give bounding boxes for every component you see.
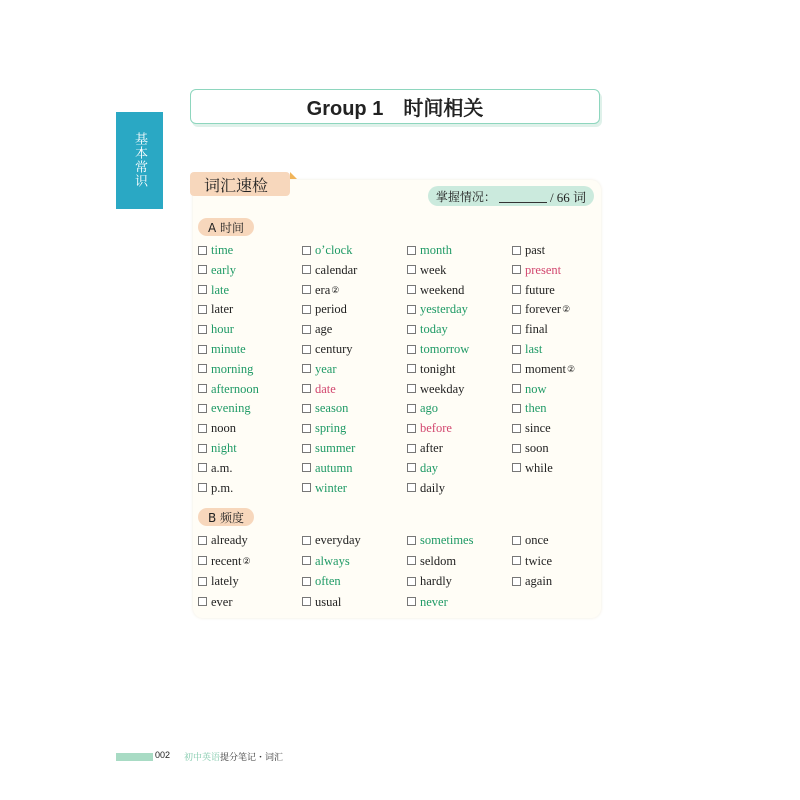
vocab-item xyxy=(407,441,443,455)
checkbox[interactable] xyxy=(302,556,311,565)
checkbox[interactable] xyxy=(407,384,416,393)
checkbox[interactable] xyxy=(302,345,311,354)
vocab-word: tonight xyxy=(420,361,456,376)
vocab-word: after xyxy=(420,441,443,455)
checkbox[interactable] xyxy=(512,364,521,373)
checkbox[interactable] xyxy=(407,325,416,334)
vocab-item xyxy=(302,461,353,475)
vocab-item xyxy=(512,461,553,475)
checkbox[interactable] xyxy=(198,536,207,545)
checkbox[interactable] xyxy=(512,463,521,472)
checkbox[interactable] xyxy=(302,536,311,545)
side-tab-label: 基本常识 xyxy=(132,132,147,188)
vocab-word: twice xyxy=(525,553,553,568)
checkbox[interactable] xyxy=(512,444,521,453)
vocab-item xyxy=(407,283,464,297)
vocab-item xyxy=(302,441,355,455)
checkbox[interactable] xyxy=(407,577,416,586)
checkbox[interactable] xyxy=(407,345,416,354)
vocab-word: weekend xyxy=(420,282,465,297)
checkbox[interactable] xyxy=(302,325,311,334)
vocab-item xyxy=(302,574,341,588)
vocab-word: night xyxy=(211,441,237,455)
category-label: A 时间 xyxy=(198,218,254,236)
vocab-item xyxy=(407,302,468,316)
vocab-word: week xyxy=(420,262,447,277)
vocab-item xyxy=(198,401,251,415)
checkbox[interactable] xyxy=(512,345,521,354)
checkbox[interactable] xyxy=(407,265,416,274)
checkbox[interactable] xyxy=(407,536,416,545)
vocab-item xyxy=(512,382,547,396)
vocab-item xyxy=(512,263,561,277)
vocab-word: year xyxy=(315,361,337,376)
checkbox[interactable] xyxy=(407,404,416,413)
checkbox[interactable] xyxy=(512,246,521,255)
checkbox[interactable] xyxy=(198,463,207,472)
checkbox[interactable] xyxy=(198,404,207,413)
vocab-word: winter xyxy=(315,480,347,495)
vocab-item xyxy=(198,283,229,297)
vocab-word: date xyxy=(315,381,336,396)
vocab-item xyxy=(198,243,233,257)
vocab-word: o’clock xyxy=(315,243,353,257)
vocab-item xyxy=(198,382,259,396)
vocab-word: often xyxy=(315,574,341,589)
vocab-word: then xyxy=(525,401,547,416)
vocab-word: time xyxy=(211,243,234,257)
vocab-word: sometimes xyxy=(420,533,474,547)
vocab-item xyxy=(198,342,246,356)
vocab-word: once xyxy=(525,533,549,547)
vocab-word: tomorrow xyxy=(420,342,470,356)
vocab-word: now xyxy=(525,381,547,396)
vocab-item xyxy=(512,554,552,568)
vocab-word: weekday xyxy=(420,381,465,396)
vocab-item xyxy=(198,595,233,609)
checkbox[interactable] xyxy=(198,265,207,274)
checkbox[interactable] xyxy=(512,536,521,545)
footer-series: 初中英语 xyxy=(184,753,221,763)
vocab-item xyxy=(302,302,347,316)
vocab-word: since xyxy=(525,421,551,436)
mastery-label: 掌握情况： xyxy=(435,189,496,204)
vocab-item xyxy=(198,533,248,547)
vocab-word: while xyxy=(525,460,553,475)
vocab-word: calendar xyxy=(315,262,358,277)
vocab-word: a.m. xyxy=(211,460,233,475)
checkbox[interactable] xyxy=(512,265,521,274)
vocab-word: era xyxy=(315,282,331,297)
vocab-word: recent xyxy=(211,553,242,568)
checkbox[interactable] xyxy=(512,424,521,433)
vocab-item xyxy=(512,283,555,297)
vocab-word: forever xyxy=(525,302,562,317)
vocab-item xyxy=(302,481,347,495)
vocab-word: hour xyxy=(211,322,234,337)
vocab-item xyxy=(302,401,348,415)
vocab-word: late xyxy=(211,282,230,297)
checkbox[interactable] xyxy=(407,463,416,472)
mastery-badge xyxy=(428,186,594,206)
checkbox[interactable] xyxy=(512,556,521,565)
tag-corner-decoration xyxy=(290,172,297,179)
category-label: B 频度 xyxy=(198,508,254,526)
checkbox[interactable] xyxy=(512,404,521,413)
vocab-item xyxy=(302,554,350,568)
checkbox[interactable] xyxy=(198,246,207,255)
checkbox[interactable] xyxy=(407,246,416,255)
footer-title xyxy=(184,750,283,763)
vocab-word: evening xyxy=(211,401,251,416)
checkbox[interactable] xyxy=(302,265,311,274)
section-tag: 词汇速检 xyxy=(190,172,290,196)
checkbox[interactable] xyxy=(198,384,207,393)
vocab-word: p.m. xyxy=(211,480,234,495)
vocab-word: minute xyxy=(211,342,246,356)
vocab-item xyxy=(198,461,233,475)
vocab-word: already xyxy=(211,533,248,547)
vocab-word: later xyxy=(211,302,234,317)
checkbox[interactable] xyxy=(198,483,207,492)
checkbox[interactable] xyxy=(302,404,311,413)
vocab-item xyxy=(407,322,448,336)
vocab-item xyxy=(198,263,236,277)
vocab-word: afternoon xyxy=(211,381,259,396)
group-title: Group 1 时间相关 xyxy=(190,89,600,124)
vocab-word: always xyxy=(315,553,350,568)
vocab-item xyxy=(407,382,464,396)
vocab-word: yesterday xyxy=(420,302,468,317)
vocab-item xyxy=(407,481,445,495)
checkbox[interactable] xyxy=(198,305,207,314)
vocab-item xyxy=(512,322,548,336)
vocab-word: century xyxy=(315,342,353,356)
vocab-item xyxy=(198,302,233,316)
vocab-item xyxy=(302,243,352,257)
vocab-item xyxy=(407,362,455,376)
checkbox[interactable] xyxy=(198,597,207,606)
vocab-item: recent ② xyxy=(198,554,251,568)
vocab-word: everyday xyxy=(315,533,361,547)
vocab-word: morning xyxy=(211,361,254,376)
checkbox[interactable] xyxy=(407,444,416,453)
vocab-word: last xyxy=(525,342,543,356)
checkbox[interactable] xyxy=(407,305,416,314)
vocab-word: usual xyxy=(315,594,342,609)
vocab-word: present xyxy=(525,262,562,277)
checkbox[interactable] xyxy=(512,325,521,334)
vocab-item: moment ② xyxy=(512,362,575,376)
checkbox[interactable] xyxy=(302,463,311,472)
vocab-word: ago xyxy=(420,401,439,416)
page-number: 002 xyxy=(155,750,171,760)
checkbox[interactable] xyxy=(198,444,207,453)
vocab-word: spring xyxy=(315,421,347,436)
vocab-word: soon xyxy=(525,441,549,455)
vocab-item xyxy=(512,401,547,415)
checkbox[interactable] xyxy=(512,285,521,294)
checkbox[interactable] xyxy=(407,364,416,373)
vocab-item xyxy=(198,421,236,435)
vocab-item xyxy=(302,342,352,356)
checkbox[interactable] xyxy=(198,577,207,586)
vocab-word: ever xyxy=(211,594,233,609)
vocab-word: final xyxy=(525,322,548,337)
vocab-word: future xyxy=(525,282,555,297)
checkbox[interactable] xyxy=(198,556,207,565)
vocab-word: daily xyxy=(420,480,445,495)
vocab-word: summer xyxy=(315,441,356,455)
checkbox[interactable] xyxy=(198,364,207,373)
vocab-item xyxy=(407,401,438,415)
checkbox[interactable] xyxy=(302,364,311,373)
checkbox[interactable] xyxy=(198,285,207,294)
vocab-item xyxy=(198,362,253,376)
vocab-item xyxy=(198,481,233,495)
vocab-word: moment xyxy=(525,361,566,376)
vocab-item xyxy=(198,441,237,455)
checkbox[interactable] xyxy=(198,325,207,334)
vocab-item xyxy=(407,595,448,609)
vocab-item: era ② xyxy=(302,283,339,297)
vocab-word: before xyxy=(420,421,452,436)
checkbox[interactable] xyxy=(512,305,521,314)
vocab-item xyxy=(512,243,545,257)
vocab-word: day xyxy=(420,460,439,475)
vocab-item xyxy=(512,533,549,547)
vocab-word: hardly xyxy=(420,574,452,589)
vocab-item xyxy=(302,362,337,376)
vocab-item xyxy=(407,243,452,257)
vocab-item xyxy=(407,533,473,547)
vocab-item xyxy=(407,263,446,277)
vocab-word: past xyxy=(525,243,546,257)
vocab-item xyxy=(407,421,452,435)
vocab-item xyxy=(302,263,357,277)
vocab-item xyxy=(407,574,452,588)
vocab-word: age xyxy=(315,322,333,337)
checkbox[interactable] xyxy=(512,577,521,586)
footer-book: 提分笔记・词汇 xyxy=(220,753,284,763)
checkbox[interactable] xyxy=(302,246,311,255)
vocab-word: period xyxy=(315,302,347,317)
vocab-item xyxy=(302,322,332,336)
vocab-item xyxy=(302,533,361,547)
vocab-item xyxy=(198,574,239,588)
checkbox[interactable] xyxy=(407,285,416,294)
checkbox[interactable] xyxy=(407,424,416,433)
vocab-item xyxy=(512,574,552,588)
checkbox[interactable] xyxy=(302,384,311,393)
mastery-total: / 66 词 xyxy=(549,189,587,205)
vocab-item xyxy=(407,554,456,568)
vocab-word: noon xyxy=(211,421,236,436)
checkbox[interactable] xyxy=(302,597,311,606)
vocab-item xyxy=(512,441,549,455)
vocab-word: today xyxy=(420,322,448,337)
vocab-item xyxy=(407,461,438,475)
vocab-item xyxy=(302,421,346,435)
vocab-item xyxy=(512,342,542,356)
mastery-blank[interactable] xyxy=(499,190,547,203)
checkbox[interactable] xyxy=(198,424,207,433)
vocab-word: again xyxy=(525,574,553,589)
vocab-item xyxy=(407,342,469,356)
checkbox[interactable] xyxy=(302,424,311,433)
checkbox[interactable] xyxy=(407,483,416,492)
vocab-item: forever ② xyxy=(512,302,570,316)
vocab-item xyxy=(512,421,551,435)
footer-bar xyxy=(116,753,153,761)
checkbox[interactable] xyxy=(198,345,207,354)
vocab-word: seldom xyxy=(420,553,457,568)
checkbox[interactable] xyxy=(302,483,311,492)
vocab-item xyxy=(302,595,341,609)
vocab-word: season xyxy=(315,401,349,416)
checkbox[interactable] xyxy=(407,597,416,606)
vocab-word: early xyxy=(211,262,236,277)
vocab-word: autumn xyxy=(315,460,353,475)
side-tab xyxy=(116,112,163,209)
vocab-word: lately xyxy=(211,574,239,589)
checkbox[interactable] xyxy=(302,305,311,314)
checkbox[interactable] xyxy=(302,444,311,453)
vocab-word: month xyxy=(420,243,452,257)
vocab-item xyxy=(198,322,234,336)
checkbox[interactable] xyxy=(302,285,311,294)
checkbox[interactable] xyxy=(302,577,311,586)
checkbox[interactable] xyxy=(407,556,416,565)
vocab-word: never xyxy=(420,594,448,609)
checkbox[interactable] xyxy=(512,384,521,393)
vocab-item xyxy=(302,382,336,396)
